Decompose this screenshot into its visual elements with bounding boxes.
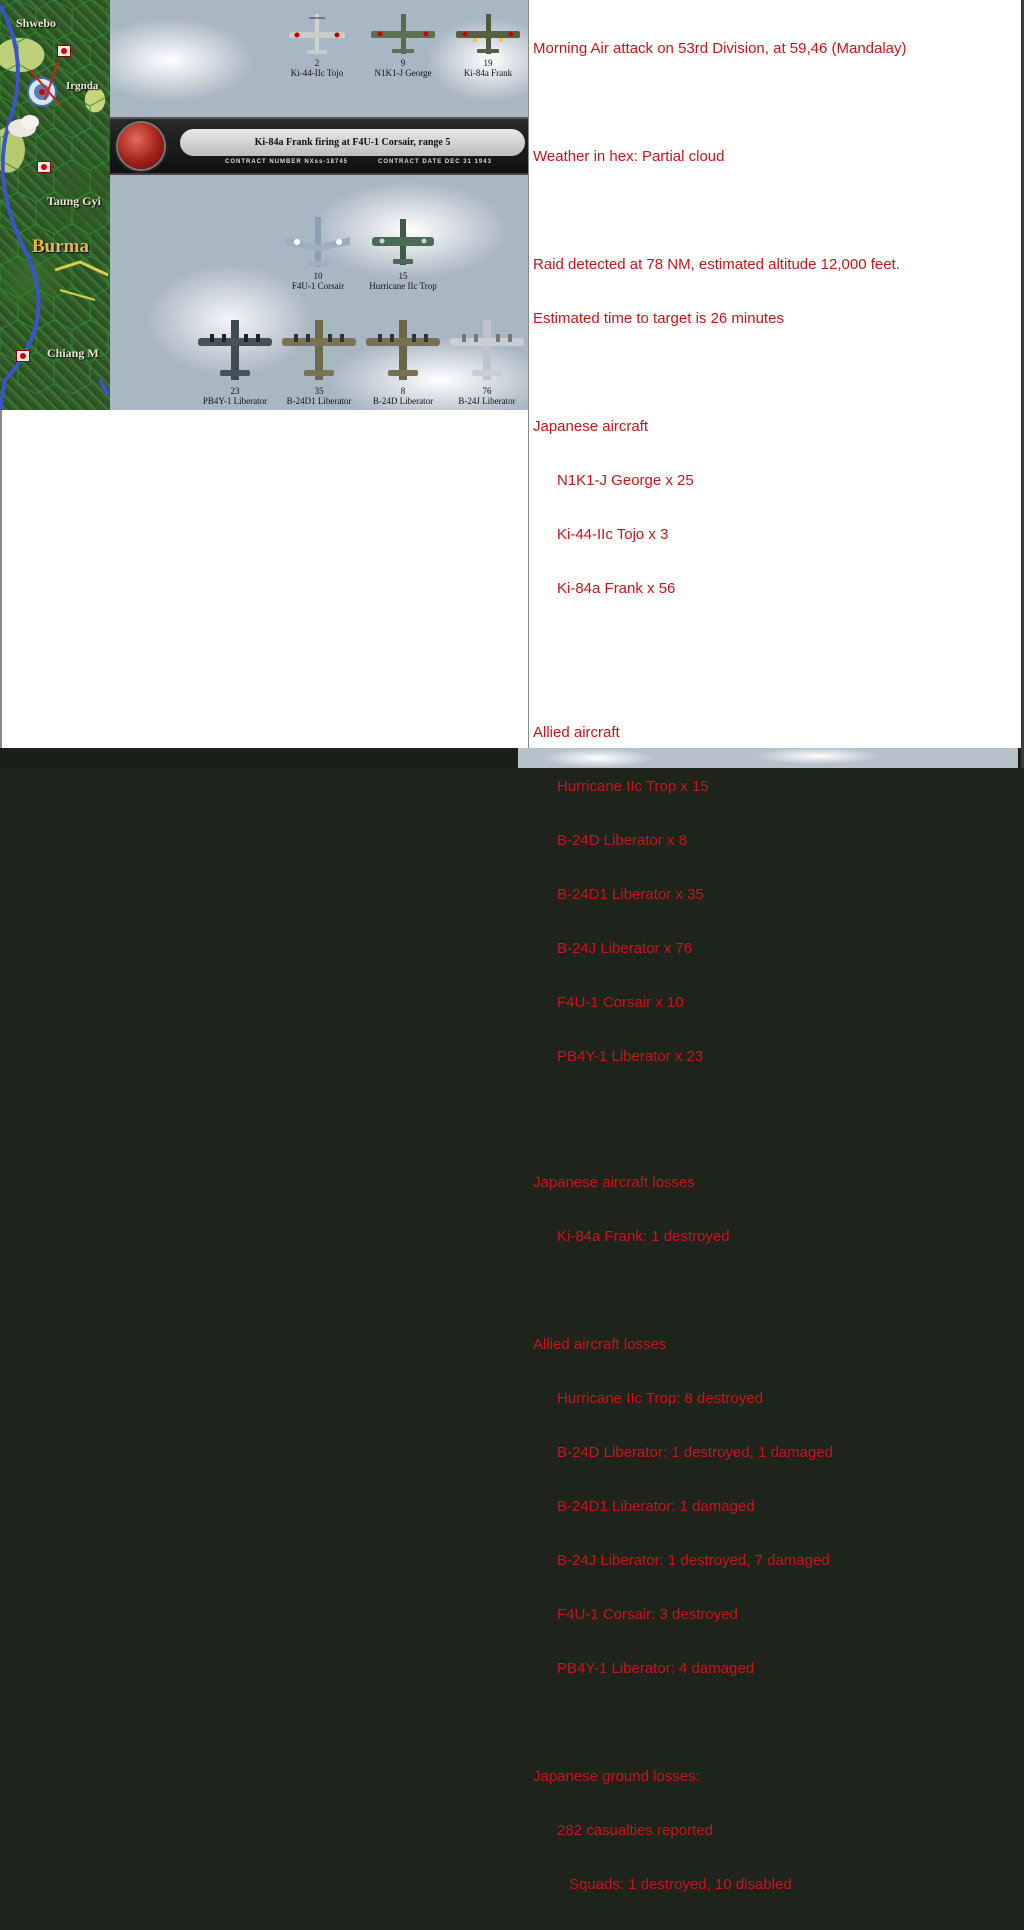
plane-b24d-liberator bbox=[363, 316, 443, 406]
plane-count: 8 bbox=[400, 386, 406, 396]
report-line: Ki-44-IIc Tojo x 3 bbox=[557, 526, 669, 543]
report-weather: Weather in hex: Partial cloud bbox=[533, 148, 725, 165]
plane-f4u-corsair bbox=[278, 215, 358, 291]
report-line: Squads: 1 destroyed, 10 disabled bbox=[569, 1876, 792, 1893]
report-line: Ki-84a Frank x 56 bbox=[557, 580, 676, 597]
report-line: Hurricane IIc Trop: 8 destroyed bbox=[557, 1390, 763, 1407]
combat-message-text: Ki-84a Frank firing at F4U-1 Corsair, range 5 bbox=[180, 129, 525, 156]
combat-report-panel bbox=[528, 0, 1024, 1893]
plane-count: 76 bbox=[482, 386, 492, 396]
report-line: B-24J Liberator: 1 destroyed, 7 damaged bbox=[557, 1552, 830, 1569]
report-line: B-24J Liberator x 76 bbox=[557, 940, 693, 957]
report-line: Hurricane IIc Trop x 15 bbox=[557, 778, 709, 795]
plane-count: 19 bbox=[483, 58, 493, 68]
fighter-plane-icon bbox=[453, 12, 523, 58]
contract-date-text: CONTRACT DATE DEC 31 1943 bbox=[378, 159, 492, 165]
report-section-header: Allied aircraft losses bbox=[533, 1336, 667, 1353]
report-line: Ki-84a Frank: 1 destroyed bbox=[557, 1228, 730, 1245]
bomber-plane-icon bbox=[280, 316, 358, 386]
bomber-plane-icon bbox=[196, 316, 274, 386]
cloud-strip bbox=[518, 748, 1018, 768]
report-section-header: Japanese aircraft bbox=[533, 418, 649, 435]
report-line: B-24D1 Liberator x 35 bbox=[557, 886, 704, 903]
report-section-header: Japanese ground losses: bbox=[533, 1768, 700, 1785]
report-line: F4U-1 Corsair x 10 bbox=[557, 994, 684, 1011]
plane-name: B-24D Liberator bbox=[372, 396, 434, 406]
blank-panel bbox=[0, 410, 530, 748]
map-label-burma: Burma bbox=[32, 236, 89, 257]
strategic-map[interactable] bbox=[0, 0, 110, 410]
bomber-plane-icon bbox=[448, 316, 526, 386]
combat-message-banner bbox=[110, 117, 528, 175]
plane-name: PB4Y-1 Liberator bbox=[202, 396, 268, 406]
plane-name: B-24J Liberator bbox=[458, 396, 516, 406]
contract-number-text: CONTRACT NUMBER NXss-18745 bbox=[225, 159, 349, 165]
report-section-header: Allied aircraft bbox=[533, 724, 620, 741]
plane-name: N1K1-J George bbox=[374, 68, 432, 78]
plane-hurricane bbox=[363, 215, 443, 291]
plane-name: B-24D1 Liberator bbox=[286, 396, 352, 406]
plane-count: 10 bbox=[313, 271, 323, 281]
map-unit-counter[interactable] bbox=[16, 350, 30, 362]
report-line: 282 casualties reported bbox=[557, 1822, 713, 1839]
map-label-taung-gyi: Taung Gyi bbox=[47, 194, 101, 208]
map-label-shwebo: Shwebo bbox=[16, 16, 57, 30]
plane-b24d1-liberator bbox=[279, 316, 359, 406]
bomber-plane-icon bbox=[364, 316, 442, 386]
report-section-header: Japanese aircraft losses bbox=[533, 1174, 695, 1191]
air-combat-window bbox=[110, 0, 528, 410]
report-line: B-24D Liberator: 1 destroyed, 1 damaged bbox=[557, 1444, 833, 1461]
fighter-plane-icon bbox=[368, 12, 438, 58]
plane-count: 35 bbox=[314, 386, 324, 396]
report-title: Morning Air attack on 53rd Division, at 59,46 (Mandalay) bbox=[533, 40, 907, 57]
plane-b24j-liberator bbox=[447, 316, 527, 406]
map-unit-counter[interactable] bbox=[57, 45, 71, 57]
plane-ki44-tojo bbox=[277, 12, 357, 78]
plane-count: 9 bbox=[400, 58, 406, 68]
plane-name: Ki-44-IIc Tojo bbox=[290, 68, 344, 78]
plane-count: 23 bbox=[230, 386, 240, 396]
report-line: B-24D Liberator x 8 bbox=[557, 832, 688, 849]
plane-count: 15 bbox=[398, 271, 408, 281]
map-label-chiang-mai: Chiang M bbox=[47, 346, 99, 360]
plane-name: F4U-1 Corsair bbox=[291, 281, 345, 291]
report-line: B-24D1 Liberator: 1 damaged bbox=[557, 1498, 755, 1515]
map-unit-counter[interactable] bbox=[37, 161, 51, 173]
plane-n1k1-george bbox=[363, 12, 443, 78]
plane-pb4y-liberator bbox=[195, 316, 275, 406]
plane-count: 2 bbox=[314, 58, 320, 68]
plane-name: Ki-84a Frank bbox=[463, 68, 513, 78]
combat-control-button[interactable] bbox=[118, 123, 164, 169]
fighter-plane-icon bbox=[368, 215, 438, 271]
report-line: N1K1-J George x 25 bbox=[557, 472, 694, 489]
report-line: PB4Y-1 Liberator: 4 damaged bbox=[557, 1660, 755, 1677]
report-line: PB4Y-1 Liberator x 23 bbox=[557, 1048, 704, 1065]
fighter-plane-icon bbox=[285, 12, 349, 58]
combat-report-text bbox=[533, 4, 907, 1930]
plane-ki84-frank bbox=[448, 12, 528, 78]
report-raid-detected: Raid detected at 78 NM, estimated altitude 12,000 feet. bbox=[533, 256, 900, 273]
fighter-plane-icon bbox=[283, 215, 353, 271]
report-line: F4U-1 Corsair: 3 destroyed bbox=[557, 1606, 738, 1623]
report-time-to-target: Estimated time to target is 26 minutes bbox=[533, 310, 784, 327]
map-label-irgnda: Irgnda bbox=[66, 80, 99, 92]
plane-name: Hurricane IIc Trop bbox=[369, 281, 437, 291]
